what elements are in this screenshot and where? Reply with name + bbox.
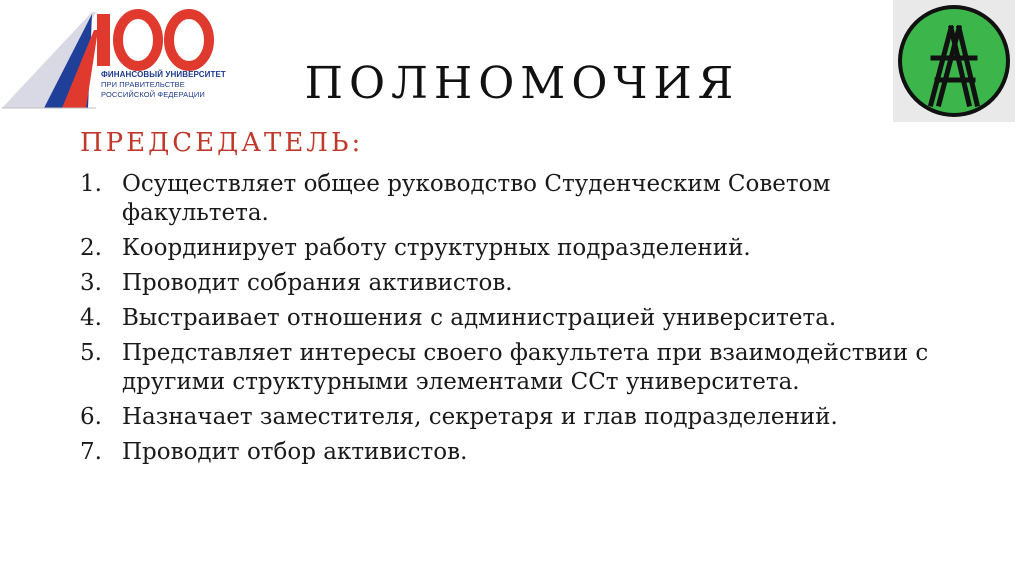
list-item (80, 438, 960, 467)
item-text: Проводит отбор активистов. (122, 439, 468, 465)
list-item (80, 170, 960, 228)
university-name-line1: ФИНАНСОВЫЙ УНИВЕРСИТЕТ (101, 70, 226, 79)
item-text: Осуществляет общее руководство Студенческим Советом факультета. (122, 171, 831, 226)
university-name-line3: РОССИЙСКОЙ ФЕДЕРАЦИИ (101, 90, 205, 99)
item-text: Проводит собрания активистов. (122, 270, 513, 296)
item-number: 5. (80, 340, 102, 366)
list-item (80, 339, 960, 397)
item-number: 6. (80, 404, 102, 430)
list-item (80, 269, 960, 298)
item-number: 3. (80, 270, 102, 296)
item-text: Назначает заместителя, секретаря и глав подразделений. (122, 404, 838, 430)
university-name-line2: ПРИ ПРАВИТЕЛЬСТВЕ (101, 80, 185, 89)
page-title: ПОЛНОМОЧИЯ (304, 58, 740, 109)
list-item (80, 403, 960, 432)
item-number: 7. (80, 439, 102, 465)
item-text: Координирует работу структурных подразделений. (122, 235, 751, 261)
item-text: Выстраивает отношения с администрацией университета. (122, 305, 837, 331)
list-item (80, 304, 960, 333)
item-text: Представляет интересы своего факультета при взаимодействии с другими структурными элементами ССт университета. (122, 340, 929, 395)
list-item (80, 234, 960, 263)
duties-list (80, 170, 960, 473)
item-number: 2. (80, 235, 102, 261)
item-number: 1. (80, 171, 102, 197)
section-subtitle: ПРЕДСЕДАТЕЛЬ: (80, 128, 364, 158)
item-number: 4. (80, 305, 102, 331)
